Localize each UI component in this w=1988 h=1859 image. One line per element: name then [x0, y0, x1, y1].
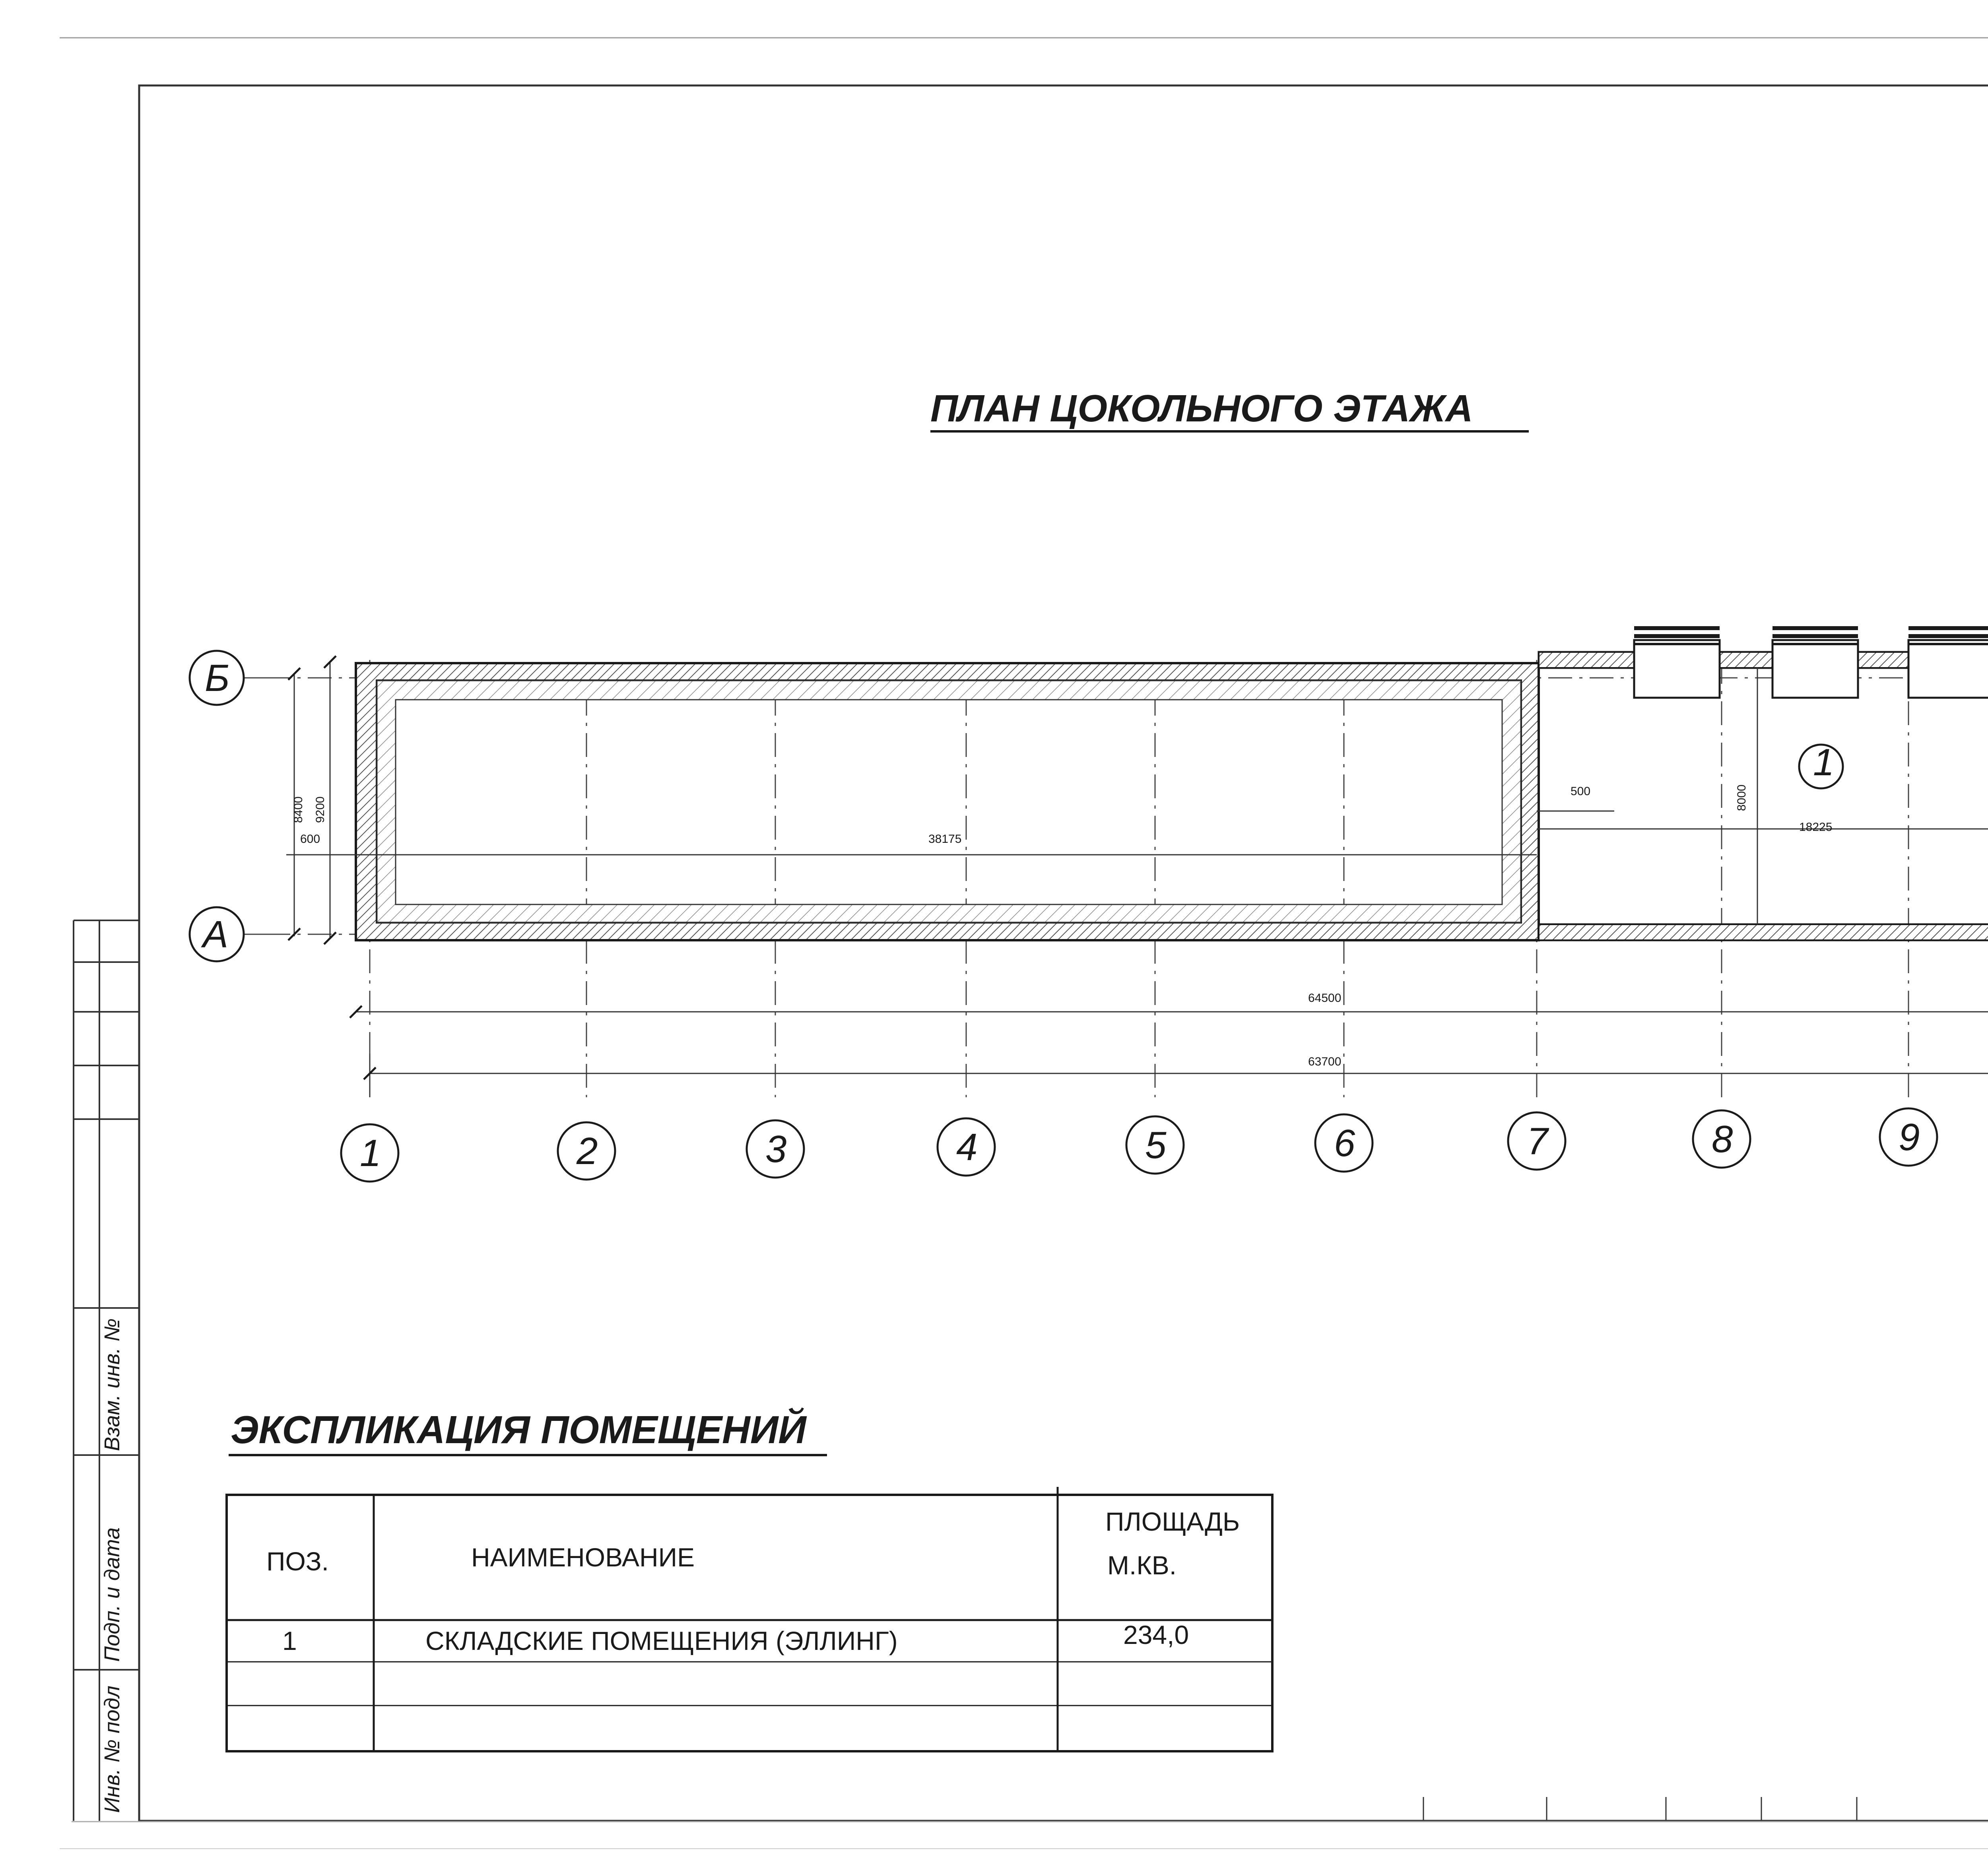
- explication-title: ЭКСПЛИКАЦИЯ ПОМЕЩЕНИЙ: [231, 1408, 806, 1451]
- row-1-pos: 1: [282, 1626, 297, 1655]
- column-axis-7: 7: [1527, 1120, 1548, 1162]
- column-axis-6: 6: [1334, 1122, 1355, 1164]
- dim-18225: 18225: [1799, 821, 1833, 834]
- stamp-labels: [100, 1318, 124, 1813]
- dimension-ticks: [288, 346, 1988, 1079]
- dim-8000: 8000: [1735, 784, 1748, 811]
- column-axis-8: 8: [1712, 1118, 1733, 1160]
- explication-header: [266, 1507, 1240, 1580]
- column-axis-9: 9: [1899, 1116, 1920, 1158]
- gates: [1634, 411, 1988, 698]
- dim-8400: 8400: [292, 796, 305, 823]
- header-pos: ПОЗ.: [266, 1547, 329, 1576]
- column-axis-5: 5: [1145, 1124, 1167, 1166]
- gate-thresholds: [1634, 406, 1988, 644]
- column-axis-4: 4: [956, 1126, 978, 1168]
- row-axis-markers: [190, 651, 286, 961]
- stamp-inv-podl: Инв. № подл: [100, 1685, 124, 1813]
- header-name: НАИМЕНОВАНИЕ: [471, 1543, 695, 1572]
- dimension-lines: [286, 352, 1988, 1097]
- row-axis-a: А: [203, 913, 229, 956]
- header-area-line1: ПЛОЩАДЬ: [1105, 1507, 1240, 1536]
- column-axis-markers: [341, 1104, 1988, 1182]
- dim-9200: 9200: [314, 796, 327, 823]
- row-1-name: СКЛАДСКИЕ ПОМЕЩЕНИЯ (ЭЛЛИНГ): [425, 1626, 898, 1655]
- row-axis-b: Б: [205, 657, 230, 699]
- dim-600-left: 600: [300, 832, 320, 846]
- dim-64500: 64500: [1308, 992, 1342, 1005]
- row-1-area: 234,0: [1123, 1620, 1189, 1649]
- grid-axis-lines: [266, 433, 1988, 1097]
- stamp-podp-data: Подп. и дата: [100, 1527, 124, 1662]
- column-axis-2: 2: [577, 1130, 598, 1172]
- frame-ticks: [1423, 1797, 1988, 1821]
- plan-title: ПЛАН ЦОКОЛЬНОГО ЭТАЖА: [930, 387, 1473, 430]
- room-marker-middle: 1: [1813, 741, 1835, 784]
- sheet-frame: [60, 38, 1988, 1849]
- column-axis-3: 3: [765, 1128, 787, 1170]
- dim-63700: 63700: [1308, 1055, 1342, 1068]
- explication-rows: [282, 1620, 1189, 1655]
- dim-38175: 38175: [928, 832, 962, 846]
- stamp-vzam-inv: Взам. инв. №: [100, 1318, 124, 1451]
- building-walls: [356, 425, 1988, 940]
- header-area-line2: М.КВ.: [1107, 1550, 1177, 1580]
- column-axis-1: 1: [360, 1132, 381, 1174]
- dim-500: 500: [1571, 785, 1591, 798]
